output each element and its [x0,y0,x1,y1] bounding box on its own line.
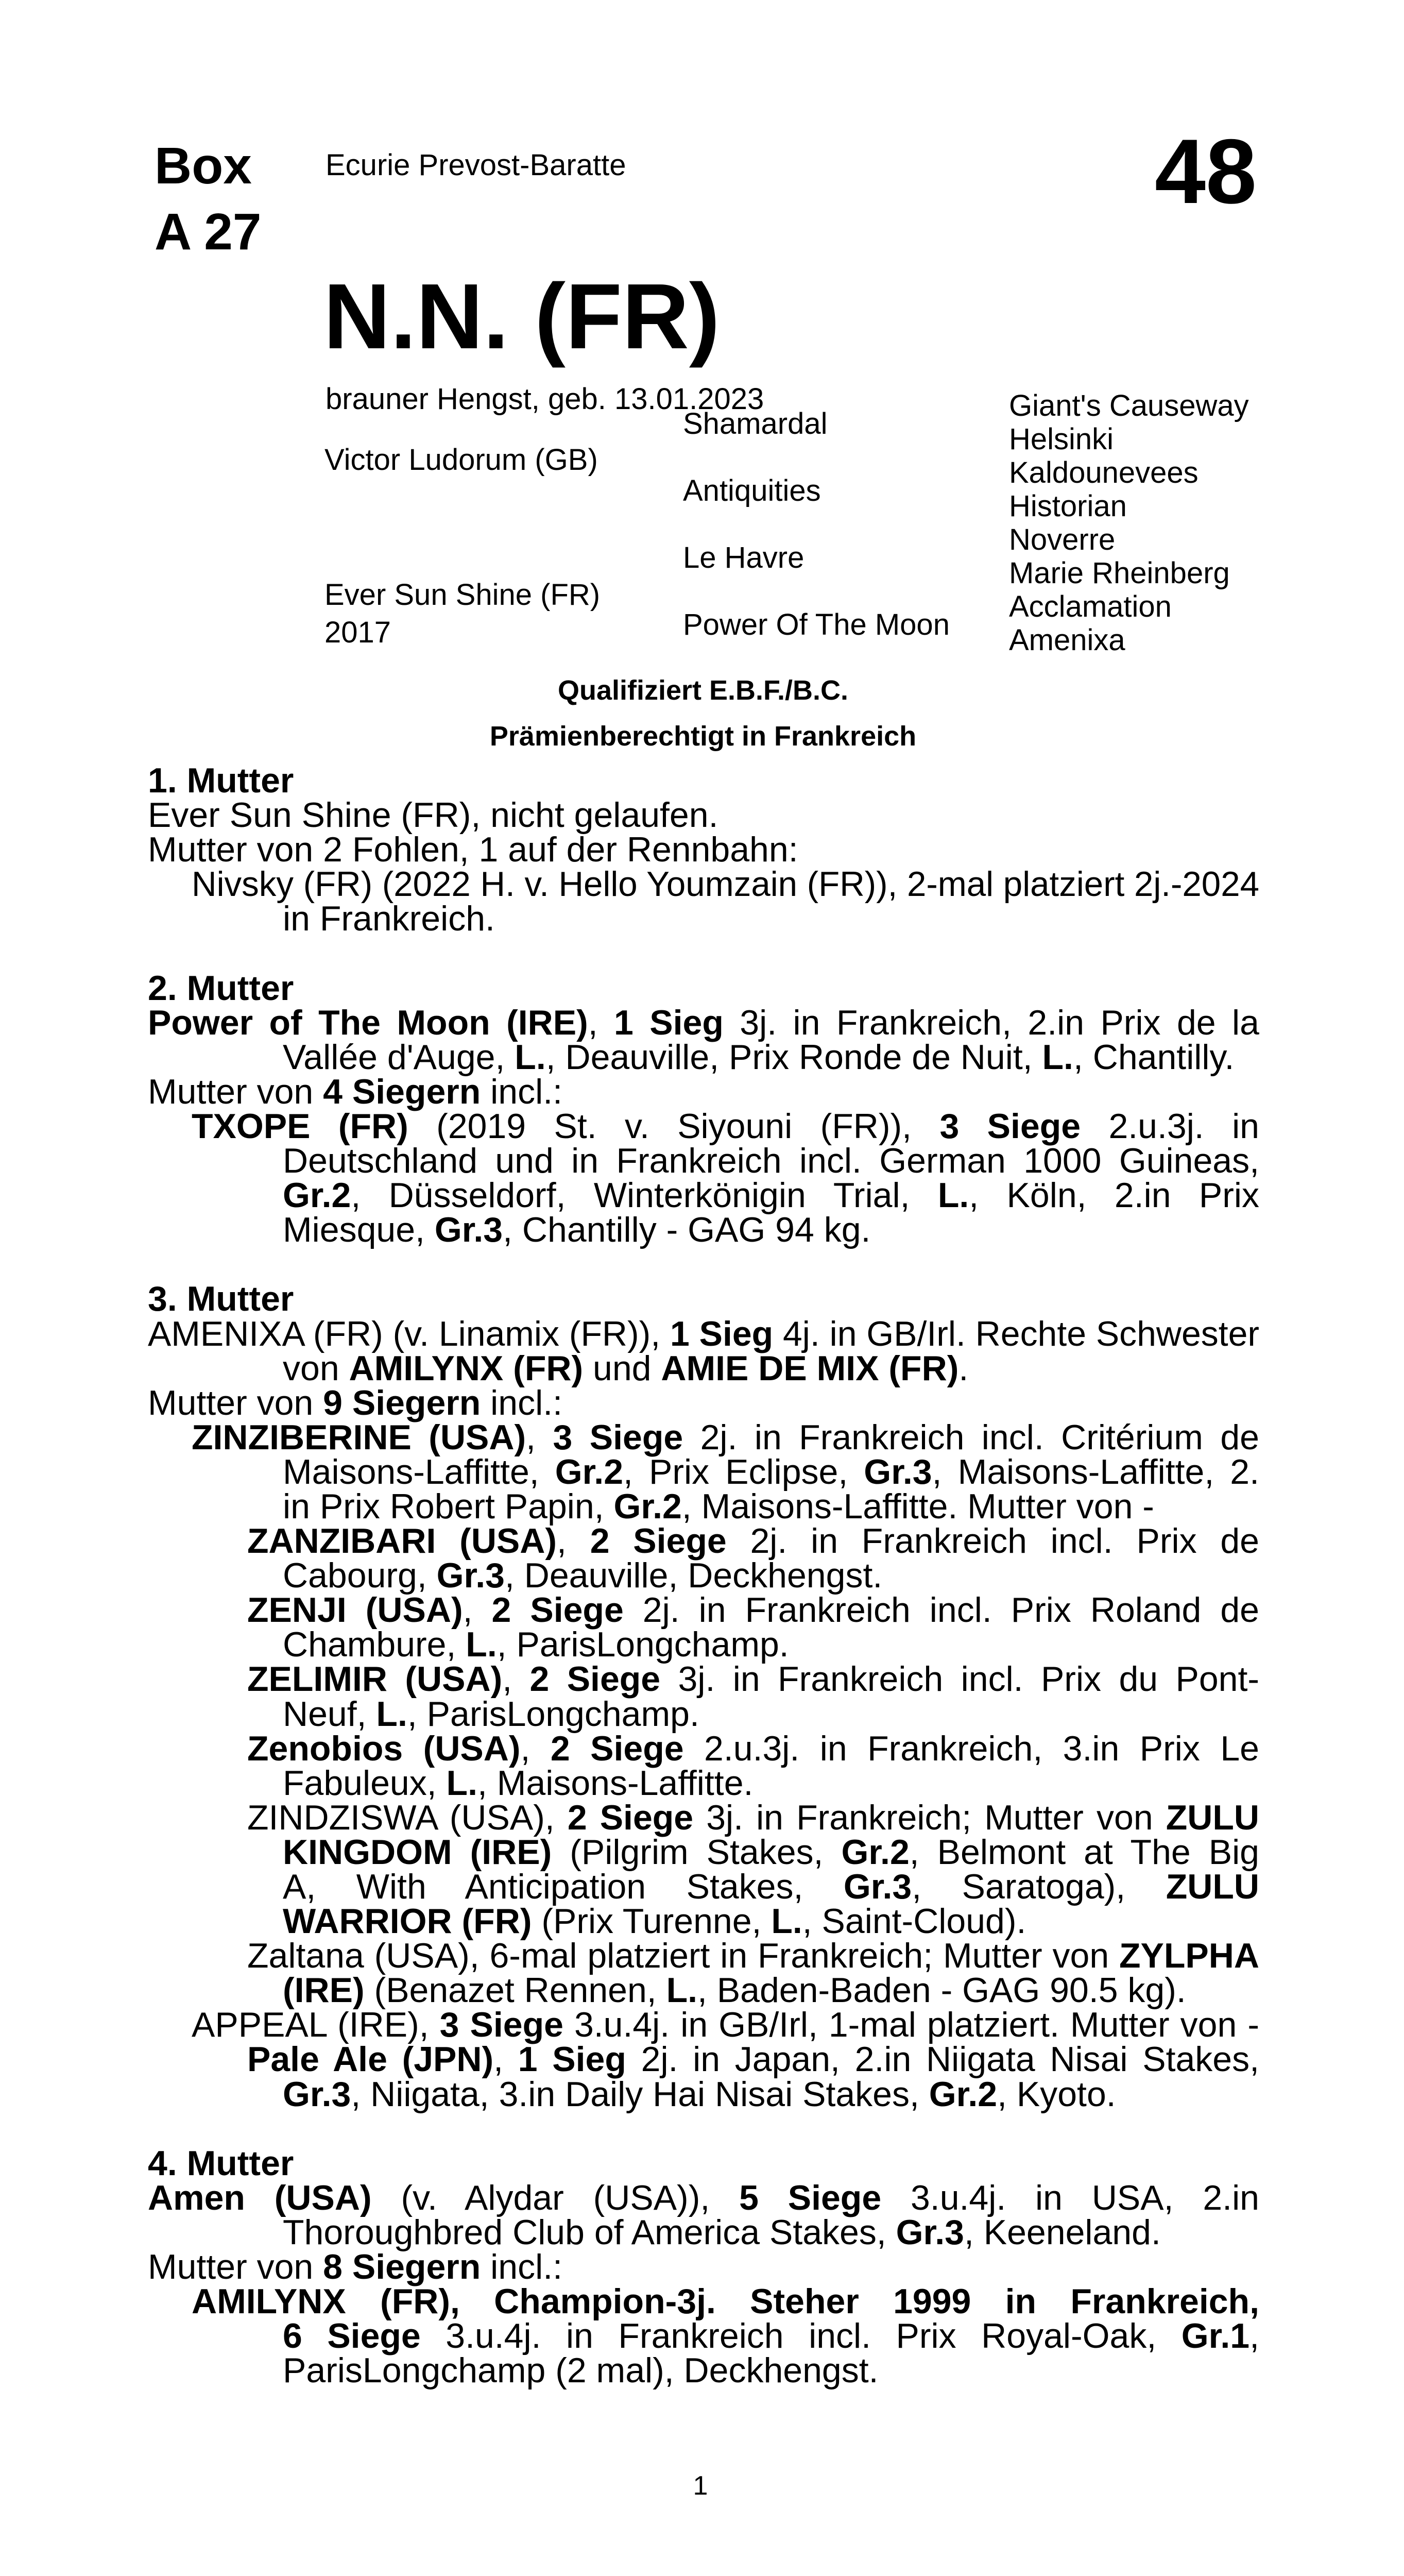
text-line [283,1625,1259,1665]
text: 2j. in Frankreich incl. Critérium de [683,1417,1259,1457]
bold-text: Gr.2 [283,1176,351,1215]
text: Zaltana (USA), 6-mal platziert in Frankreich; Mutter von [247,1936,1119,1976]
page-number: 1 [693,2471,708,2501]
text: . [958,1348,969,1388]
section-spacer [148,936,1259,971]
text-line [283,1210,1259,1250]
bold-text: Gr.2 [613,1486,682,1526]
text: AMENIXA (FR) (v. Linamix (FR)), [148,1314,671,1353]
bold-text: 2 Siege [567,1798,694,1837]
text-line [283,1556,1259,1596]
bold-text: 1 Sieg [518,2040,626,2079]
text: , Baden-Baden - GAG 90.5 kg). [697,1971,1186,2010]
text: 3.u.4j. in GB/Irl, 1-mal platziert. Mutter von - [563,2005,1259,2045]
lot-number: 48 [1155,120,1257,223]
text: , Belmont at The Big [909,1832,1259,1872]
text: Mutter von 2 Fohlen, 1 auf der Rennbahn: [148,830,798,870]
text: ZINDZISWA (USA), [247,1798,568,1837]
text-line [148,795,1259,835]
dam-line-text [148,761,1259,2391]
text-line [247,1590,1259,1630]
text: (2019 St. v. Siyouni (FR)), [408,1106,940,1146]
text: , Saint-Cloud). [802,1902,1026,1941]
text-line [283,1486,1259,1526]
text-line [247,1659,1259,1699]
text: incl.: [481,1072,562,1111]
pedigree-sire-dam: Antiquities [683,474,821,507]
text-line [148,1314,1259,1353]
text: Maisons-Laffitte, [283,1452,555,1492]
pedigree-gen3: Kaldounevees [1009,456,1198,489]
bold-text: 2 Siege [529,1659,661,1699]
text-line [148,830,1259,870]
text: incl.: [481,1383,562,1422]
owner: Ecurie Prevost-Baratte [326,148,626,182]
text-line [283,2316,1259,2356]
pedigree-gen3: Helsinki [1009,422,1114,456]
bold-text: WARRIOR (FR) [283,1902,532,1941]
text: , Maisons-Laffitte. Mutter von - [681,1486,1154,1526]
bold-text: Gr.2 [929,2074,998,2114]
text-line [283,2212,1259,2252]
text: , [463,1590,492,1630]
text-line [283,1141,1259,1181]
text: Mutter von [148,1072,323,1111]
pedigree-sire: Victor Ludorum (GB) [324,443,598,477]
bold-text: 2 Siege [491,1590,624,1630]
text-line [148,2247,1259,2287]
bold-text: TXOPE (FR) [192,1106,408,1146]
bold-text: L. [466,1625,497,1665]
pedigree-dam-year: 2017 [324,616,391,649]
pedigree-dam-sire: Le Havre [683,541,804,574]
text-line [192,1106,1259,1146]
bold-text: 4. Mutter [148,2143,294,2183]
mutter-section [148,761,1259,939]
text: , ParisLongchamp. [407,1694,699,1734]
bold-text: 5 Siege [739,2178,882,2217]
text: , Köln, 2.in Prix [969,1176,1259,1215]
section-spacer [148,1247,1259,1282]
text: 2j. in Frankreich incl. Prix de [726,1521,1259,1561]
text: Chambure, [283,1625,466,1665]
text-line [283,1867,1259,1906]
bold-text: 3. Mutter [148,1279,294,1319]
text: Fabuleux, [283,1763,447,1803]
bold-text: Zenobios (USA) [247,1728,521,1768]
pedigree-dam-dam: Power Of The Moon [683,608,950,641]
text-line [283,1037,1259,1077]
bold-text: 1 Sieg [614,1003,724,1042]
bold-text: Pale Ale (JPN) [247,2040,494,2079]
text-line [148,1383,1259,1422]
text: Deutschland und in Frankreich incl. German 1000 Guineas, [283,1141,1259,1181]
text: , [557,1521,590,1561]
text-line [247,1728,1259,1768]
pedigree-gen3: Historian [1009,489,1127,523]
text: , [502,1659,530,1699]
text: 3j. in Frankreich, 2.in Prix de la [723,1003,1259,1042]
text: 2.u.3j. in Frankreich, 3.in Prix Le [683,1728,1259,1768]
text-line [192,1417,1259,1457]
text: APPEAL (IRE), [192,2005,440,2045]
text-line [283,1178,1259,1213]
bold-text: L. [446,1763,477,1803]
bold-text: Gr.3 [864,1452,932,1492]
premium-notice: Prämienberechtigt in Frankreich [489,721,917,752]
bold-text: 2. Mutter [148,968,294,1008]
text-line [148,1003,1259,1042]
text: , [588,1003,614,1042]
bold-text: ZULU [1166,1867,1259,1906]
text: , Saratoga), [912,1867,1166,1906]
text: , Keeneland. [964,2212,1161,2252]
text: 3.u.4j. in USA, 2.in [881,2178,1259,2217]
bold-text: L. [937,1176,969,1215]
bold-text: Gr.3 [436,1556,505,1596]
text-line [283,1694,1259,1734]
text-line [247,1521,1259,1561]
bold-text: ZINZIBERINE (USA) [192,1417,526,1457]
text-line [247,2042,1259,2077]
qualification-notice: Qualifiziert E.B.F./B.C. [557,675,849,706]
text: A, With Anticipation Stakes, [283,1867,844,1906]
text: in Prix Robert Papin, [283,1486,614,1526]
text: , Maisons-Laffitte, 2. [932,1452,1259,1492]
bold-text: L. [515,1037,546,1077]
text: ParisLongchamp (2 mal), Deckhengst. [283,2351,879,2391]
text-line [283,1452,1259,1492]
bold-text: AMIE DE MIX (FR) [661,1348,959,1388]
text: , Chantilly. [1073,1037,1235,1077]
text: , [520,1728,551,1768]
text: , [493,2040,518,2079]
bold-text: ZULU [1166,1798,1259,1837]
box-number: A 27 [155,203,262,261]
text-line [192,2005,1259,2045]
bold-text: Amen (USA) [148,2178,372,2217]
bold-text: Gr.3 [896,2212,964,2252]
bold-text: L. [666,1971,698,2010]
section-heading [148,968,1259,1008]
mutter-section [148,2143,1259,2391]
text: , Chantilly - GAG 94 kg. [503,1210,871,1250]
bold-text: ZYLPHA [1119,1936,1259,1976]
text-line [283,1904,1259,1939]
text: (v. Alydar (USA)), [371,2178,740,2217]
text: , [526,1417,553,1457]
bold-text: 1. Mutter [148,761,294,800]
text: , Düsseldorf, Winterkönigin Trial, [351,1176,938,1215]
bold-text: 9 Siegern [323,1383,481,1422]
section-heading [148,2143,1259,2183]
bold-text: 3 Siege [939,1106,1081,1146]
bold-text: Power of The Moon (IRE) [148,1003,588,1042]
bold-text: Gr.3 [843,1867,912,1906]
text: incl.: [481,2247,562,2287]
text-line [283,1763,1259,1803]
mutter-section [148,1279,1259,2114]
bold-text: L. [771,1902,802,1941]
text-line [247,1798,1259,1837]
text: , Niigata, 3.in Daily Hai Nisai Stakes, [351,2074,929,2114]
section-heading [148,1279,1259,1319]
bold-text: 8 Siegern [323,2247,481,2287]
text: Thoroughbred Club of America Stakes, [283,2212,896,2252]
text: 3j. in Frankreich; Mutter von [693,1798,1166,1837]
text-line [283,1973,1259,2008]
text: 2j. in Japan, 2.in Niigata Nisai Stakes, [626,2040,1259,2079]
pedigree-gen3: Acclamation [1009,590,1172,623]
text-line [283,899,1259,939]
text: Cabourg, [283,1556,437,1596]
bold-text: Gr.1 [1181,2316,1250,2356]
section-heading [148,761,1259,800]
bold-text: (IRE) [283,1971,365,2010]
horse-description: brauner Hengst, geb. 13.01.2023 [326,382,764,416]
bold-text: ZANZIBARI (USA) [247,1521,557,1561]
text: , Kyoto. [997,2074,1116,2114]
bold-text: AMILYNX (FR), Champion-3j. Steher 1999 in Frankreich, [192,2282,1259,2321]
text-line [283,2351,1259,2391]
text: und [583,1348,661,1388]
text-line [192,867,1259,902]
text-line [148,1072,1259,1111]
box-label: Box [155,137,252,195]
bold-text: ZENJI (USA) [247,1590,463,1630]
text: 3.u.4j. in Frankreich incl. Prix Royal-Oak, [420,2316,1182,2356]
text-line [283,1348,1259,1388]
pedigree-gen3: Amenixa [1009,623,1125,657]
text: , Maisons-Laffitte. [477,1763,754,1803]
section-spacer [148,2112,1259,2146]
text: Ever Sun Shine (FR), nicht gelaufen. [148,795,718,835]
text: Mutter von [148,1383,323,1422]
bold-text: Gr.3 [434,1210,503,1250]
pedigree-gen3: Marie Rheinberg [1009,556,1230,590]
text-line [283,2074,1259,2114]
text: , [1249,2316,1259,2356]
horse-name: N.N. (FR) [323,265,720,368]
text: , Deauville, Deckhengst. [504,1556,883,1596]
bold-text: 6 Siege [283,2316,421,2356]
text: (Pilgrim Stakes, [552,1832,842,1872]
text: in Frankreich. [283,899,495,939]
text: (Benazet Rennen, [364,1971,666,2010]
text: Vallée d'Auge, [283,1037,515,1077]
text-line [192,2284,1259,2319]
text: Mutter von [148,2247,323,2287]
text: 2.u.3j. in [1081,1106,1259,1146]
bold-text: 3 Siege [439,2005,563,2045]
bold-text: 4 Siegern [323,1072,481,1111]
text-line [247,1936,1259,1976]
bold-text: 3 Siege [553,1417,683,1457]
text: 4j. in GB/Irl. Rechte Schwester [773,1314,1259,1353]
text: von [283,1348,349,1388]
bold-text: Gr.2 [555,1452,624,1492]
pedigree-sire-sire: Shamardal [683,407,828,440]
bold-text: Gr.3 [283,2074,351,2114]
bold-text: 1 Sieg [670,1314,774,1353]
bold-text: 2 Siege [590,1521,727,1561]
text: 3j. in Frankreich incl. Prix du Pont- [660,1659,1259,1699]
bold-text: 2 Siege [550,1728,684,1768]
mutter-section [148,968,1259,1250]
text-line [148,2178,1259,2217]
text: Nivsky (FR) (2022 H. v. Hello Youmzain (FR)), 2-mal platziert 2j.-2024 [192,865,1259,904]
pedigree-gen3: Giant's Causeway [1009,389,1249,422]
text: , ParisLongchamp. [496,1625,789,1665]
bold-text: Gr.2 [841,1832,910,1872]
bold-text: L. [1042,1037,1073,1077]
bold-text: ZELIMIR (USA) [247,1659,503,1699]
text: Neuf, [283,1694,376,1734]
text: (Prix Turenne, [532,1902,772,1941]
bold-text: L. [376,1694,407,1734]
text: 2j. in Frankreich incl. Prix Roland de [623,1590,1259,1630]
pedigree-dam: Ever Sun Shine (FR) [324,578,601,612]
bold-text: KINGDOM (IRE) [283,1832,552,1872]
pedigree-gen3: Noverre [1009,523,1116,556]
text: , Prix Eclipse, [623,1452,864,1492]
text-line [283,1832,1259,1872]
text: , Deauville, Prix Ronde de Nuit, [545,1037,1042,1077]
text: Miesque, [283,1210,435,1250]
bold-text: AMILYNX (FR) [349,1348,584,1388]
